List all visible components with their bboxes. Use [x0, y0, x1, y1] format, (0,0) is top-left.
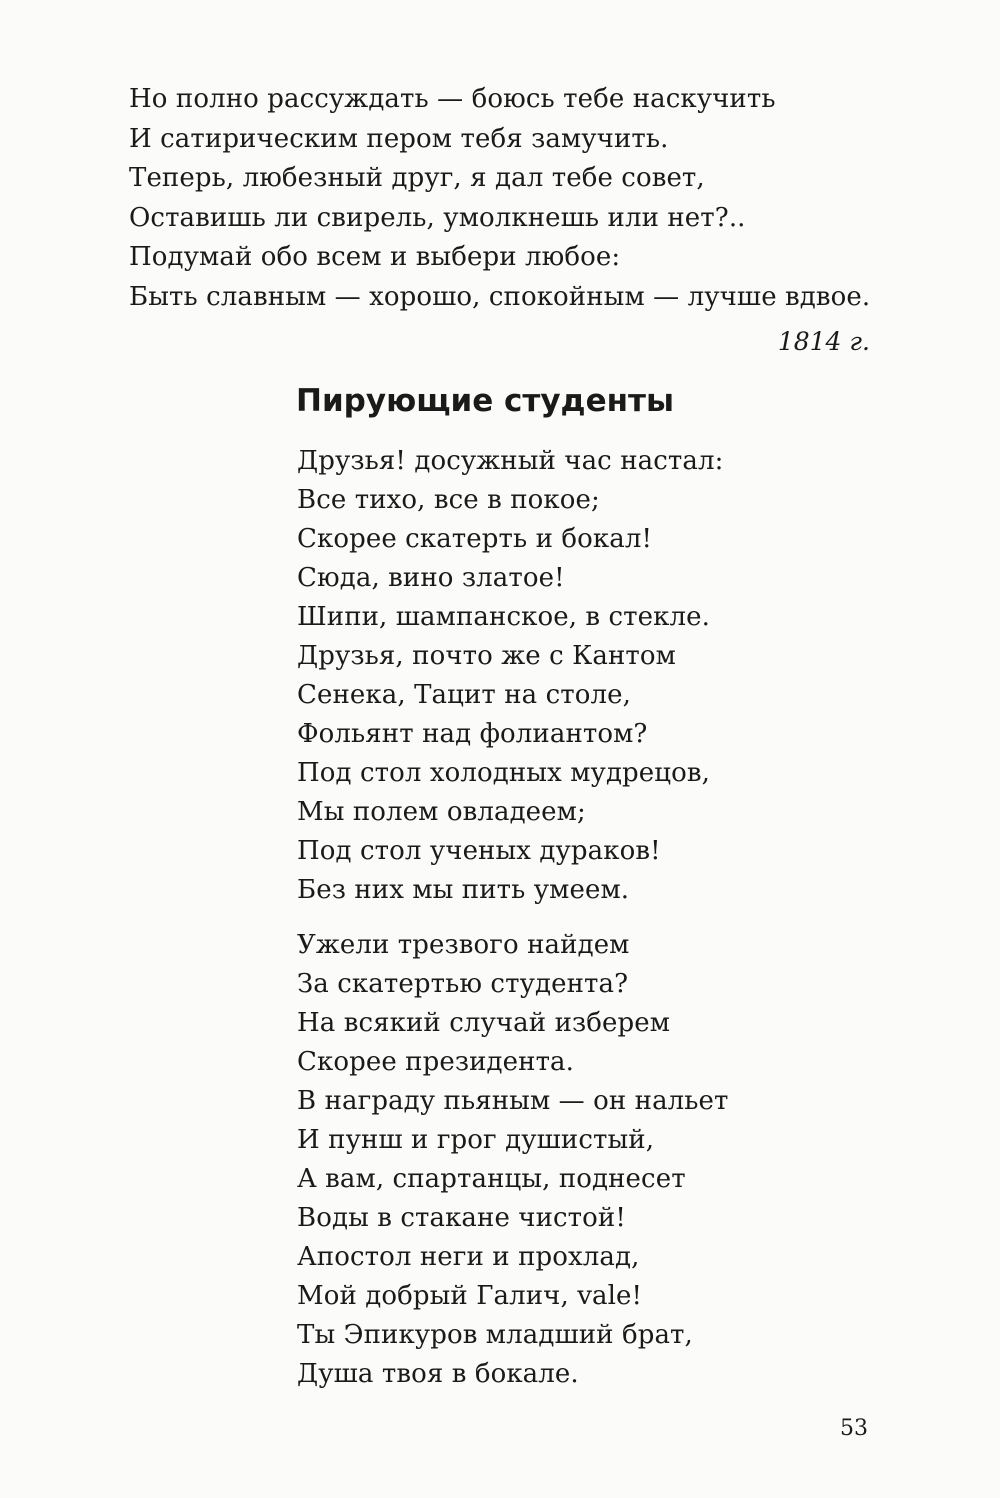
- verse-line: Быть славным — хорошо, спокойным — лучше вдвое.: [129, 282, 871, 312]
- verse-line: Мой добрый Галич, vale!: [297, 1281, 643, 1311]
- verse-line: Апостол неги и прохлад,: [297, 1242, 640, 1272]
- verse-line: Но полно рассуждать — боюсь тебе наскучить: [129, 84, 776, 114]
- verse-line: Оставишь ли свирель, умолкнешь или нет?..: [129, 203, 746, 233]
- verse-line: А вам, спартанцы, поднесет: [297, 1164, 686, 1194]
- verse-line: Скорее президента.: [297, 1047, 575, 1077]
- verse-line: Под стол ученых дураков!: [297, 836, 661, 866]
- verse-line: Подумай обо всем и выбери любое:: [129, 242, 621, 272]
- verse-line: Ужели трезвого найдем: [297, 930, 630, 960]
- verse-line: В награду пьяным — он нальет: [297, 1086, 729, 1116]
- verse-line: Скорее скатерть и бокал!: [297, 524, 653, 554]
- verse-line: Друзья, почто же с Кантом: [297, 641, 676, 671]
- verse-line: Мы полем овладеем;: [297, 797, 586, 827]
- verse-line: И сатирическим пером тебя замучить.: [129, 124, 669, 154]
- verse-line: Теперь, любезный друг, я дал тебе совет,: [129, 163, 705, 193]
- verse-line: Шипи, шампанское, в стекле.: [297, 602, 710, 632]
- verse-line: Душа твоя в бокале.: [297, 1359, 579, 1389]
- verse-line: Фольянт над фолиантом?: [297, 719, 648, 749]
- verse-line: Сенека, Тацит на столе,: [297, 680, 631, 710]
- verse-line: Воды в стакане чистой!: [297, 1203, 626, 1233]
- verse-line: И пунш и грог душистый,: [297, 1125, 655, 1155]
- poem-title: Пирующие студенты: [296, 383, 675, 419]
- verse-line: На всякий случай изберем: [297, 1008, 671, 1038]
- verse-line: Под стол холодных мудрецов,: [297, 758, 710, 788]
- verse-line: Без них мы пить умеем.: [297, 875, 630, 905]
- verse-line: Ты Эпикуров младший брат,: [297, 1320, 693, 1350]
- page-number: 53: [840, 1416, 868, 1441]
- verse-line: Друзья! досужный час настал:: [297, 446, 724, 476]
- verse-line: Все тихо, все в покое;: [297, 485, 600, 515]
- poem-date: 1814 г.: [777, 327, 870, 356]
- verse-line: Сюда, вино златое!: [297, 563, 565, 593]
- verse-line: За скатертью студента?: [297, 969, 629, 999]
